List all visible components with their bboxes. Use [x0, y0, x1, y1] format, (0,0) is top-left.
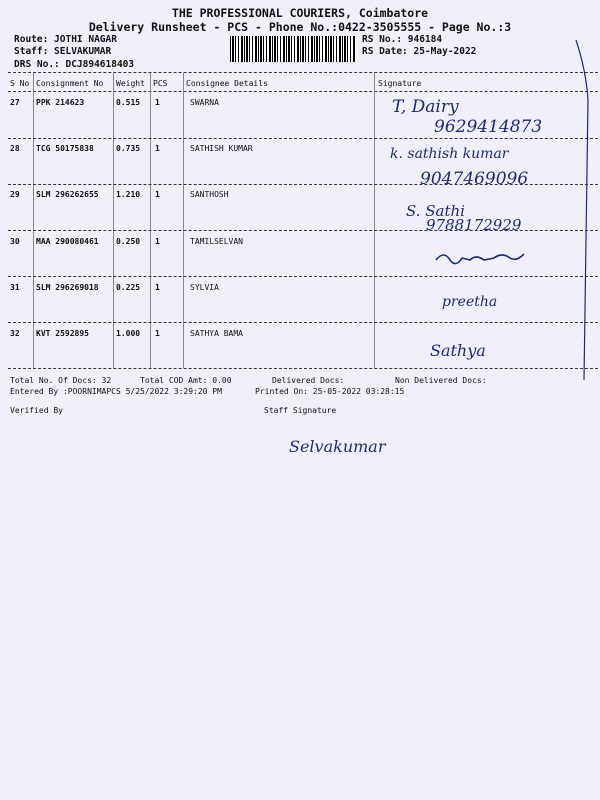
row-weight: 0.735 [116, 144, 141, 153]
route-label: Route: JOTHI NAGAR [14, 34, 117, 45]
row-pcs: 1 [155, 329, 160, 338]
row-weight: 1.000 [116, 329, 141, 338]
total-docs: Total No. Of Docs: 32 [10, 376, 112, 385]
row-pcs: 1 [155, 98, 160, 107]
row-sno: 32 [10, 329, 20, 338]
table-bottom-rule [8, 368, 598, 369]
row-consignee: SATHYA BAMA [190, 329, 243, 338]
staff-label: Staff: SELVAKUMAR [14, 46, 112, 57]
row-consignee: SWARNA [190, 98, 219, 107]
row-weight: 0.515 [116, 98, 141, 107]
runsheet-subtitle: Delivery Runsheet - PCS - Phone No.:0422-3505555 - Page No.:3 [88, 20, 512, 34]
table-top-rule [8, 72, 598, 73]
signature-row-32: Sathya [430, 341, 486, 360]
row-pcs: 1 [155, 237, 160, 246]
row-weight: 0.250 [116, 237, 141, 246]
row-pcs: 1 [155, 144, 160, 153]
row-consignment: SLM 296262655 [36, 190, 99, 199]
col-divider [33, 73, 34, 368]
row-consignee: TAMILSELVAN [190, 237, 243, 246]
handwritten-signatures [376, 92, 596, 368]
row-sno: 27 [10, 98, 20, 107]
non-delivered-docs: Non Delivered Docs: [395, 376, 487, 385]
row-consignee: SANTHOSH [190, 190, 229, 199]
signature-row-29-phone: 9788172929 [426, 216, 522, 234]
col-divider [183, 73, 184, 368]
signature-column [376, 92, 596, 368]
total-cod: Total COD Amt: 0.00 [140, 376, 232, 385]
row-pcs: 1 [155, 190, 160, 199]
entered-by: Entered By :POORNIMAPCS 5/25/2022 3:29:20 PM [10, 387, 222, 396]
row-consignee: SATHISH KUMAR [190, 144, 253, 153]
row-sno: 28 [10, 144, 20, 153]
company-title: THE PROFESSIONAL COURIERS, Coimbatore [171, 6, 429, 20]
row-sno: 31 [10, 283, 20, 292]
staff-signature-scrawl: Selvakumar [289, 437, 386, 456]
col-divider [150, 73, 151, 368]
drs-number: DRS No.: DCJ894618403 [14, 59, 135, 70]
col-pcs: PCS [153, 79, 168, 88]
row-consignment: MAA 290080461 [36, 237, 99, 246]
row-consignment: SLM 296269018 [36, 283, 99, 292]
verified-by: Verified By [10, 406, 63, 415]
col-divider [374, 73, 375, 368]
staff-signature [285, 418, 445, 468]
col-weight: Weight [116, 79, 145, 88]
row-consignment: PPK 214623 [36, 98, 85, 107]
row-pcs: 1 [155, 283, 160, 292]
rs-date: RS Date: 25-May-2022 [362, 46, 477, 57]
signature-row-28-phone: 9047469096 [420, 169, 529, 189]
col-signature: Signature [378, 79, 422, 88]
delivered-docs: Delivered Docs: [272, 376, 345, 385]
printed-on: Printed On: 25-05-2022 03:28:15 [255, 387, 405, 396]
signature-row-27-phone: 9629414873 [434, 117, 543, 137]
row-consignment: KVT 2592895 [36, 329, 89, 338]
row-consignment: TCG 50175838 [36, 144, 94, 153]
col-divider [113, 73, 114, 368]
col-consignment: Consignment No [36, 79, 104, 88]
row-consignee: SYLVIA [190, 283, 219, 292]
margin-mark [568, 40, 598, 380]
signature-row-27-name: T, Dairy [392, 97, 459, 117]
rs-number: RS No.: 946184 [362, 34, 443, 45]
row-sno: 29 [10, 190, 20, 199]
row-weight: 1.210 [116, 190, 141, 199]
signature-row-28-name: k. sathish kumar [390, 146, 509, 162]
barcode [230, 36, 356, 62]
col-consignee: Consignee Details [186, 79, 268, 88]
signature-row-30-scribble [436, 254, 524, 264]
col-sno: S No [10, 79, 30, 88]
row-sno: 30 [10, 237, 20, 246]
signature-row-31: preetha [442, 294, 498, 310]
signature-row-29-name: S. Sathi [406, 202, 465, 220]
staff-signature-label: Staff Signature [264, 406, 337, 415]
row-weight: 0.225 [116, 283, 141, 292]
